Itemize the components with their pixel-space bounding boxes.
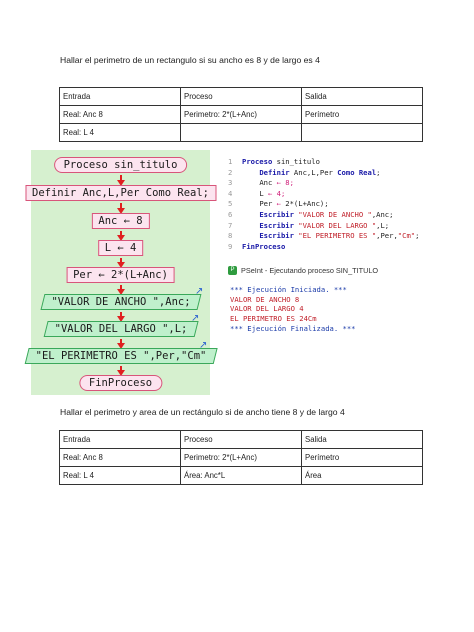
table-row <box>60 106 423 124</box>
table-row <box>60 449 423 467</box>
flow-assign-anc-node: Anc ← 8 <box>91 213 149 229</box>
flow-arrow <box>120 203 122 210</box>
output-arrow-icon: ↗ <box>191 313 200 324</box>
code-line: 9 FinProceso <box>228 241 286 251</box>
section1-heading: Hallar el perimetro de un rectangulo si su ancho es 8 y de largo es 4 <box>60 55 320 65</box>
flowchart-diagram <box>31 150 210 395</box>
flow-output-largo-node: "VALOR DEL LARGO ",L; <box>43 321 198 337</box>
flow-assign-l-node: L ← 4 <box>98 240 144 256</box>
code-line: 4 L ← 4; <box>228 188 286 198</box>
table-cell: Proceso <box>181 88 302 106</box>
table-cell: Perímetro <box>302 106 423 124</box>
table-cell: Perimetro: 2*(L+Anc) <box>181 449 302 467</box>
table-cell: Área <box>302 467 423 485</box>
run-title-text: PSeInt - Ejecutando proceso SIN_TITULO <box>241 266 379 275</box>
table-cell: Real: L 4 <box>60 467 181 485</box>
flow-arrow <box>120 366 122 372</box>
code-line: 2 Definir Anc,L,Per Como Real; <box>228 167 381 177</box>
table-cell: Salida <box>302 88 423 106</box>
table-row <box>60 431 423 449</box>
code-line: 6 Escribir "VALOR DE ANCHO ",Anc; <box>228 209 394 219</box>
code-line: 1 Proceso sin_titulo <box>228 157 320 166</box>
flow-arrow <box>120 231 122 237</box>
table-cell: Real: Anc 8 <box>60 449 181 467</box>
flow-output-perimetro-node: "EL PERIMETRO ES ",Per,"Cm" <box>24 348 217 364</box>
flow-arrow <box>120 285 122 291</box>
table-cell: Perimetro: 2*(L+Anc) <box>181 106 302 124</box>
output-arrow-icon: ↗ <box>199 340 208 351</box>
flow-arrow <box>120 312 122 318</box>
table-cell: Proceso <box>181 431 302 449</box>
table-row <box>60 124 423 142</box>
flow-output-ancho-node: "VALOR DE ANCHO ",Anc; <box>40 294 201 310</box>
flow-assign-per-node: Per ← 2*(L+Anc) <box>66 267 175 283</box>
code-listing <box>228 157 419 252</box>
section2-heading: Hallar el perimetro y area de un rectángulo si de ancho tiene 8 y de largo 4 <box>60 407 345 417</box>
flow-start-node: Proceso sin_titulo <box>54 157 188 173</box>
code-line: 7 Escribir "VALOR DEL LARGO ",L; <box>228 220 390 230</box>
table-cell: Área: Anc*L <box>181 467 302 485</box>
table-cell <box>181 124 302 142</box>
console-output <box>230 285 356 334</box>
pseint-app-icon: P <box>228 266 237 275</box>
console-line: *** Ejecución Finalizada. *** <box>230 323 356 333</box>
code-line: 3 Anc ← 8; <box>228 178 294 188</box>
table-cell: Perímetro <box>302 449 423 467</box>
console-line: VALOR DEL LARGO 4 <box>230 304 304 314</box>
output-arrow-icon: ↗ <box>195 286 204 297</box>
console-line: *** Ejecución Iniciada. *** <box>230 285 347 294</box>
flow-define-node: Definir Anc,L,Per Como Real; <box>25 185 216 201</box>
code-line: 8 Escribir "EL PERIMETRO ES ",Per,"Cm"; <box>228 231 420 241</box>
section1-table <box>59 87 423 142</box>
table-cell <box>302 124 423 142</box>
table-cell: Entrada <box>60 88 181 106</box>
flow-end-node: FinProceso <box>79 375 162 391</box>
section2-table <box>59 430 423 485</box>
table-cell: Salida <box>302 431 423 449</box>
flow-arrow <box>120 339 122 345</box>
flow-arrow <box>120 258 122 264</box>
table-cell: Real: Anc 8 <box>60 106 181 124</box>
console-line: VALOR DE ANCHO 8 <box>230 294 300 304</box>
code-line: 5 Per ← 2*(L+Anc); <box>228 199 329 209</box>
flow-arrow <box>120 175 122 182</box>
run-window-title <box>228 266 378 275</box>
table-cell: Entrada <box>60 431 181 449</box>
table-row <box>60 88 423 106</box>
table-cell: Real: L 4 <box>60 124 181 142</box>
console-line: EL PERIMETRO ES 24Cm <box>230 314 317 324</box>
table-row <box>60 467 423 485</box>
